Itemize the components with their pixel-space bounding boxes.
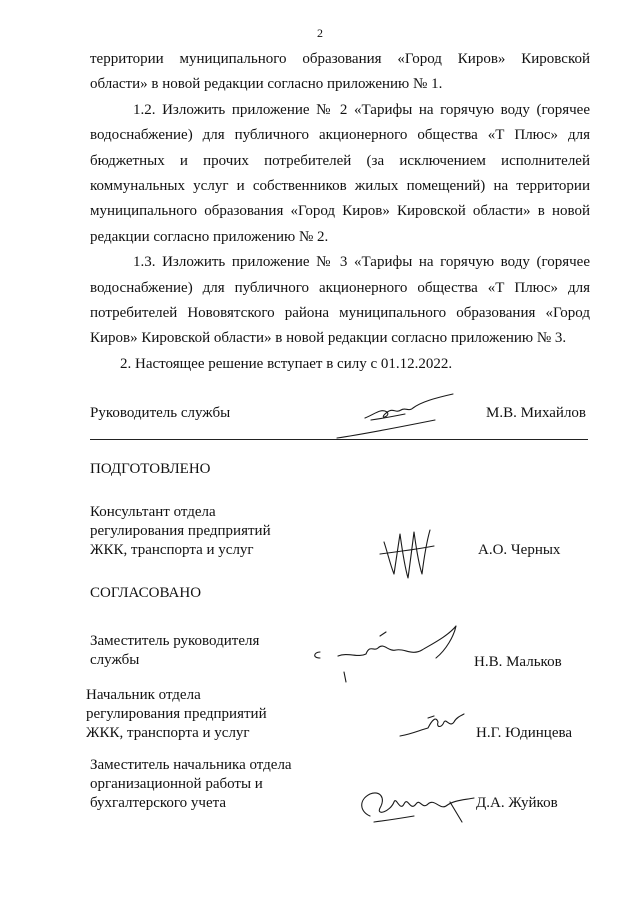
- yudintseva-handwritten-signature: [398, 706, 468, 742]
- approver-position: [86, 686, 267, 743]
- paragraph-2: 2. Настоящее решение вступает в силу с 01.12.2022.: [120, 355, 453, 372]
- position-line: регулирования предприятий: [86, 706, 267, 722]
- position-line: регулирования предприятий: [90, 523, 271, 539]
- page-number: 2: [317, 26, 323, 40]
- position-line: службы: [90, 652, 140, 668]
- prepared-name: А.О. Черных: [478, 542, 561, 558]
- position-line: Консультант отдела: [90, 504, 216, 520]
- paragraph-continuation: территории муниципального образования «Город Киров» Кировской области» в новой редакции согласно приложению № 1.: [90, 51, 590, 93]
- position-line: Заместитель начальника отдела: [90, 757, 292, 773]
- approver-name: Д.А. Жуйков: [476, 795, 558, 811]
- head-signature-underline: [90, 439, 588, 440]
- approved-heading: СОГЛАСОВАНО: [90, 585, 202, 601]
- position-line: организационной работы и: [90, 776, 263, 792]
- malkov-handwritten-signature: [308, 622, 468, 686]
- zhuikov-handwritten-signature: [350, 782, 480, 828]
- approver-name: Н.В. Мальков: [474, 654, 562, 670]
- paragraph-1-3: 1.3. Изложить приложение № 3 «Тарифы на горячую воду (горячее водоснабжение) для публичного акционерного общества «Т Плюс» для потребителей Нововятского района муниципального образования «Город Киров» Кировской области» в новой редакции согласно приложению № 3.: [90, 254, 590, 347]
- position-line: Начальник отдела: [86, 687, 201, 703]
- approver-name: Н.Г. Юдинцева: [476, 725, 573, 741]
- position-line: Заместитель руководителя: [90, 633, 260, 649]
- head-position: Руководитель службы: [90, 405, 231, 421]
- decision-text: [90, 47, 590, 377]
- head-handwritten-signature: [335, 392, 465, 440]
- approver-position: [90, 756, 292, 813]
- paragraph-1-2: 1.2. Изложить приложение № 2 «Тарифы на горячую воду (горячее водоснабжение) для публичного акционерного общества «Т Плюс» для бюджетных и прочих потребителей (за исключением исполнителей коммунальных услуг и собственников жилых помещений) на территории муниципального образования «Город Киров» Кировской области» в новой редакции согласно приложению № 2.: [90, 101, 590, 245]
- prepared-heading: ПОДГОТОВЛЕНО: [90, 461, 211, 477]
- position-line: ЖКК, транспорта и услуг: [86, 725, 250, 741]
- position-line: бухгалтерского учета: [90, 795, 227, 811]
- head-name: М.В. Михайлов: [486, 405, 587, 421]
- prepared-handwritten-signature: [378, 524, 438, 580]
- prepared-position: [90, 503, 271, 560]
- position-line: ЖКК, транспорта и услуг: [90, 542, 254, 558]
- approver-position: [90, 632, 259, 670]
